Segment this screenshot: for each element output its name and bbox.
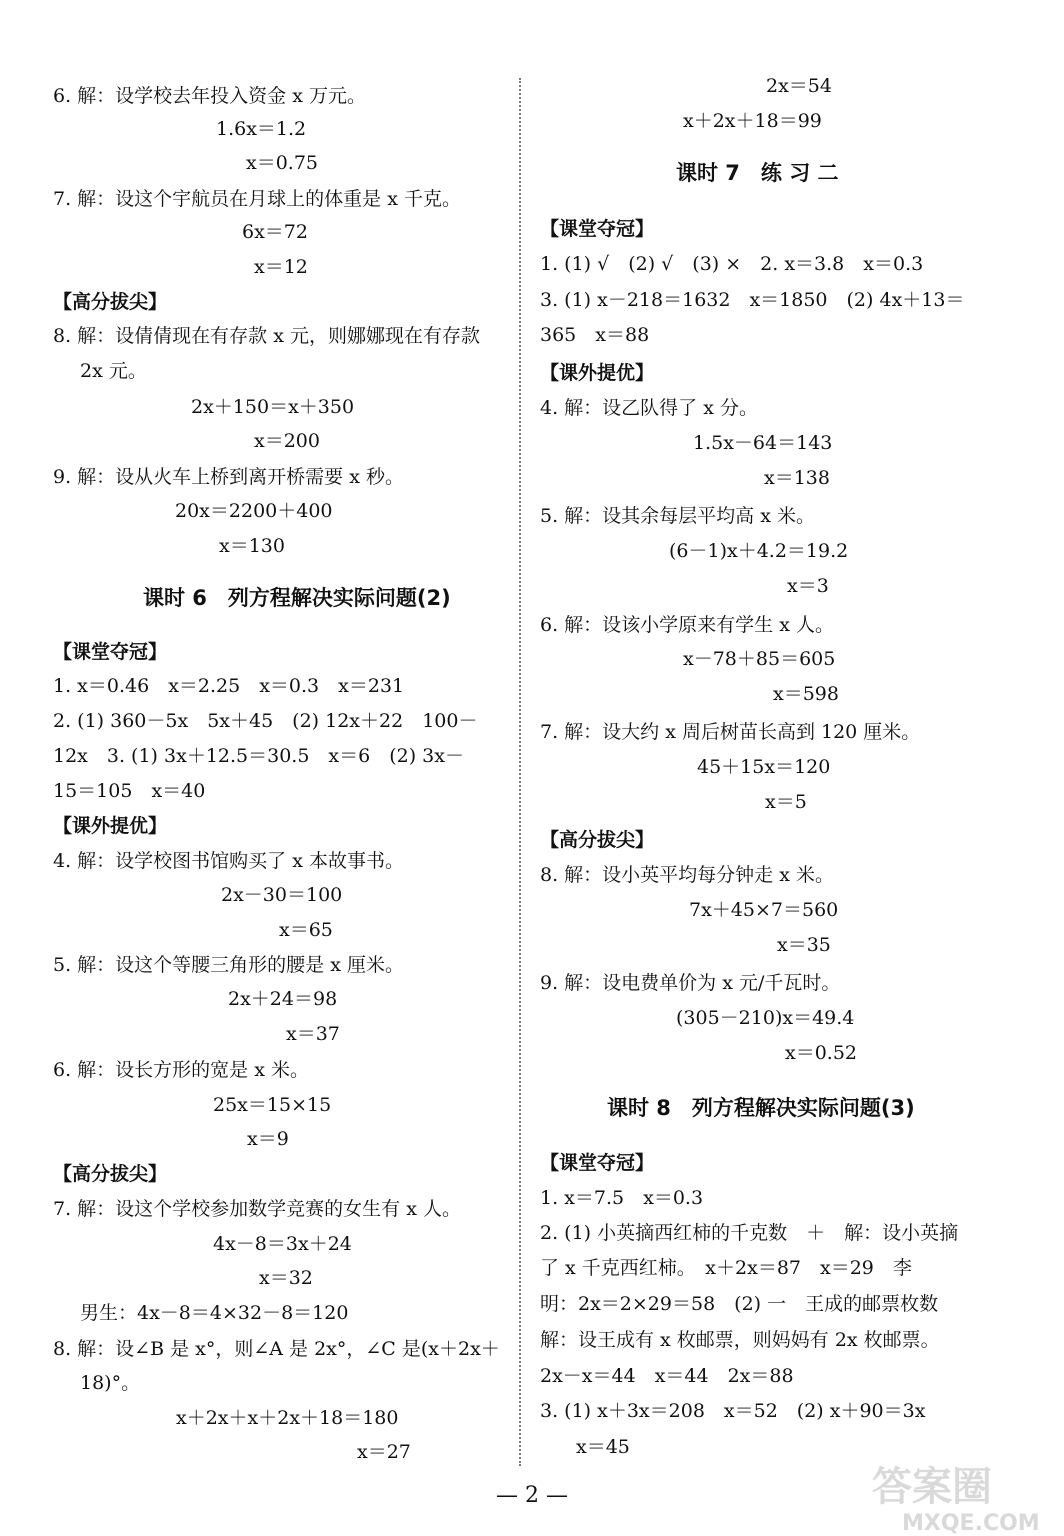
answer-line: 了 x 千克西红柿。 x＋2x＝87 x＝29 李 bbox=[540, 1257, 912, 1279]
watermark-text: 答案圈 bbox=[872, 1464, 992, 1510]
answer-line: 1. x＝7.5 x＝0.3 bbox=[540, 1187, 704, 1209]
answer-line: 4x－8＝3x＋24 bbox=[213, 1233, 352, 1255]
answer-line: x＝0.52 bbox=[785, 1042, 858, 1064]
watermark-logo bbox=[862, 1456, 1062, 1536]
answer-line: 6. 解：设长方形的宽是 x 米。 bbox=[53, 1059, 309, 1081]
answer-line: 7. 解：设这个宇航员在月球上的体重是 x 千克。 bbox=[53, 188, 461, 210]
answer-line: 6x＝72 bbox=[242, 221, 308, 243]
answer-line: 男生：4x－8＝4×32－8＝120 bbox=[80, 1302, 349, 1324]
answer-line: 解：设王成有 x 枚邮票，则妈妈有 2x 枚邮票。 bbox=[540, 1329, 940, 1351]
answer-line: 8. 解：设倩倩现在有存款 x 元，则娜娜现在有存款 bbox=[53, 325, 480, 347]
answer-line: x＝35 bbox=[777, 934, 831, 956]
section-heading: 【高分拔尖】 bbox=[53, 291, 168, 313]
answer-line: 5. 解：设这个等腰三角形的腰是 x 厘米。 bbox=[53, 954, 404, 976]
answer-line: x＝27 bbox=[357, 1441, 411, 1463]
answer-line: x＝130 bbox=[219, 535, 285, 557]
answer-line: 1.6x＝1.2 bbox=[216, 118, 307, 140]
answer-line: 8. 解：设小英平均每分钟走 x 米。 bbox=[540, 864, 834, 886]
section-heading: 【课堂夺冠】 bbox=[540, 1152, 655, 1174]
answer-line: 9. 解：设电费单价为 x 元/千瓦时。 bbox=[540, 972, 841, 994]
section-heading: 【课外提优】 bbox=[540, 362, 655, 384]
answer-line: 12x 3. (1) 3x＋12.5＝30.5 x＝6 (2) 3x－ bbox=[53, 745, 464, 767]
answer-line: 明：2x＝2×29＝58 (2) 一 王成的邮票枚数 bbox=[540, 1293, 939, 1315]
answer-line: 5. 解：设其余每层平均高 x 米。 bbox=[540, 505, 815, 527]
answer-line: 18)°。 bbox=[80, 1372, 141, 1394]
answer-line: 9. 解：设从火车上桥到离开桥需要 x 秒。 bbox=[53, 466, 404, 488]
answer-line: 1. x＝0.46 x＝2.25 x＝0.3 x＝231 bbox=[53, 675, 405, 697]
answer-line: x＝45 bbox=[576, 1436, 630, 1458]
answer-line: x＝200 bbox=[254, 430, 320, 452]
answer-line: 2x＋150＝x＋350 bbox=[191, 396, 355, 418]
answer-line: x＝32 bbox=[259, 1267, 313, 1289]
answer-line: 2. (1) 小英摘西红柿的千克数 ＋ 解：设小英摘 bbox=[540, 1222, 959, 1244]
answer-line: (6－1)x＋4.2＝19.2 bbox=[669, 540, 849, 562]
answer-line: 20x＝2200＋400 bbox=[175, 500, 333, 522]
page-number: — 2 — bbox=[496, 1483, 568, 1508]
answer-line: 2x－30＝100 bbox=[221, 884, 343, 906]
answer-line: 7. 解：设这个学校参加数学竞赛的女生有 x 人。 bbox=[53, 1198, 461, 1220]
answer-line: 7x＋45×7＝560 bbox=[689, 899, 839, 921]
section-heading: 【课外提优】 bbox=[53, 815, 168, 837]
answer-line: x＋2x＋x＋2x＋18＝180 bbox=[176, 1407, 399, 1429]
column-divider bbox=[519, 78, 521, 1466]
answer-line: 6. 解：设学校去年投入资金 x 万元。 bbox=[53, 85, 366, 107]
answer-line: x＝65 bbox=[279, 919, 333, 941]
answer-line: 2x＋24＝98 bbox=[228, 988, 338, 1010]
answer-line: 6. 解：设该小学原来有学生 x 人。 bbox=[540, 614, 834, 636]
answer-line: 365 x＝88 bbox=[540, 324, 650, 346]
lesson-title: 课时 6 列方程解决实际问题(2) bbox=[143, 586, 451, 610]
lesson-title: 课时 8 列方程解决实际问题(3) bbox=[607, 1096, 915, 1120]
section-heading: 【课堂夺冠】 bbox=[53, 641, 168, 663]
section-heading: 【课堂夺冠】 bbox=[540, 218, 655, 240]
answer-line: 25x＝15×15 bbox=[213, 1094, 332, 1116]
answer-line: x＝598 bbox=[773, 683, 839, 705]
section-heading: 【高分拔尖】 bbox=[540, 829, 655, 851]
lesson-title: 课时 7 练 习 二 bbox=[676, 161, 839, 185]
answer-line: x＋2x＋18＝99 bbox=[683, 110, 822, 132]
answer-line: x＝9 bbox=[247, 1128, 289, 1150]
answer-line: 2x－x＝44 x＝44 2x＝88 bbox=[540, 1365, 794, 1387]
answer-line: 3. (1) x＋3x＝208 x＝52 (2) x＋90＝3x bbox=[540, 1400, 926, 1422]
answer-line: x＝12 bbox=[254, 256, 308, 278]
answer-line: 1. (1) √ (2) √ (3) × 2. x＝3.8 x＝0.3 bbox=[540, 253, 924, 275]
answer-line: 7. 解：设大约 x 周后树苗长高到 120 厘米。 bbox=[540, 721, 921, 743]
answer-line: x＝37 bbox=[286, 1023, 340, 1045]
answer-line: x＝138 bbox=[764, 467, 830, 489]
answer-line: 2. (1) 360－5x 5x＋45 (2) 12x＋22 100－ bbox=[53, 710, 478, 732]
section-heading: 【高分拔尖】 bbox=[53, 1163, 168, 1185]
answer-line: 2x 元。 bbox=[80, 360, 147, 382]
answer-line: x＝5 bbox=[765, 791, 807, 813]
answer-line: 15＝105 x＝40 bbox=[53, 780, 206, 802]
answer-line: (305－210)x＝49.4 bbox=[676, 1007, 855, 1029]
answer-line: 45＋15x＝120 bbox=[697, 756, 831, 778]
answer-line: 2x＝54 bbox=[766, 75, 832, 97]
answer-line: x－78＋85＝605 bbox=[683, 648, 836, 670]
answer-line: x＝3 bbox=[787, 575, 829, 597]
answer-line: x＝0.75 bbox=[246, 152, 319, 174]
answer-line: 4. 解：设学校图书馆购买了 x 本故事书。 bbox=[53, 850, 404, 872]
answer-line: 3. (1) x－218＝1632 x＝1850 (2) 4x＋13＝ bbox=[540, 289, 965, 311]
answer-line: 1.5x－64＝143 bbox=[693, 432, 833, 454]
answer-line: 8. 解：设∠B 是 x°，则∠A 是 2x°，∠C 是(x＋2x＋ bbox=[53, 1338, 500, 1360]
watermark-sub: MXQE.COM bbox=[902, 1511, 1040, 1536]
answer-line: 4. 解：设乙队得了 x 分。 bbox=[540, 397, 758, 419]
